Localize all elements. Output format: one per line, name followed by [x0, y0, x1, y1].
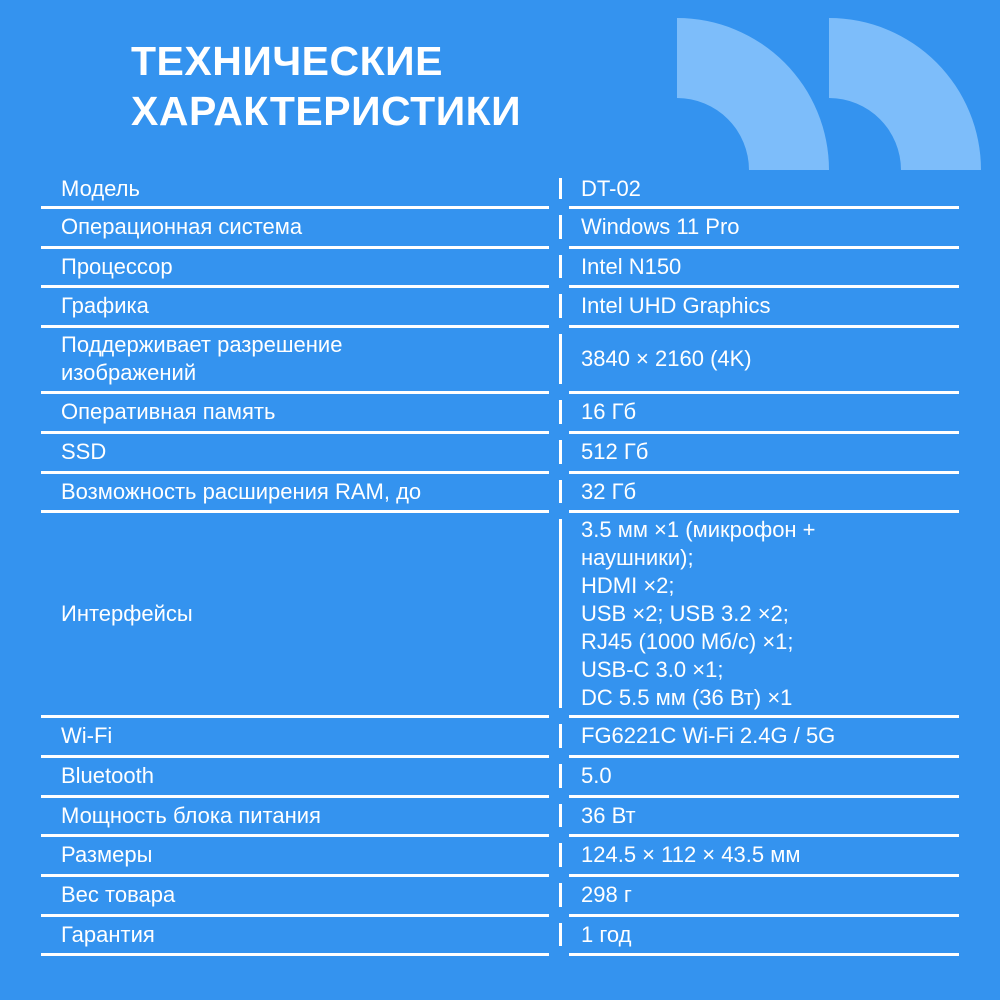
spec-label: Оперативная память: [61, 399, 276, 424]
spec-row: [41, 326, 959, 392]
spec-row: [41, 716, 959, 756]
spec-value: FG6221C Wi-Fi 2.4G / 5G: [581, 723, 836, 748]
spec-label: SSD: [61, 439, 107, 464]
spec-row: [41, 247, 959, 286]
column-divider: [559, 440, 562, 464]
spec-value: 124.5 × 112 × 43.5 мм: [581, 842, 801, 867]
spec-label: Мощность блока питания: [61, 802, 321, 828]
column-divider: [559, 764, 562, 788]
spec-value: 3840 × 2160 (4K): [581, 346, 752, 371]
spec-row: [41, 286, 959, 326]
spec-value: 3.5 мм ×1 (микрофон + наушники); HDMI ×2; USB ×2; USB 3.2 ×2; RJ45 (1000 Мб/с) ×1; USB-C 3.0 ×1; DC 5.5 мм (36 Вт) ×1: [581, 516, 816, 710]
spec-label: Гарантия: [61, 921, 155, 947]
spec-label: Размеры: [61, 842, 153, 867]
spec-value: 36 Вт: [581, 802, 636, 828]
column-divider: [559, 724, 562, 748]
column-divider: [559, 215, 562, 239]
spec-value: Intel UHD Graphics: [581, 293, 771, 318]
spec-value: 1 год: [581, 921, 632, 947]
spec-value: 16 Гб: [581, 399, 637, 424]
column-divider: [559, 804, 562, 827]
spec-table: [41, 170, 959, 960]
spec-value: 5.0: [581, 763, 612, 788]
page-title-line-2: ХАРАКТЕРИСТИКИ: [131, 88, 522, 134]
spec-label: Wi-Fi: [61, 723, 113, 748]
spec-label: Bluetooth: [61, 763, 154, 788]
spec-row: [41, 875, 959, 915]
column-divider: [559, 255, 562, 278]
spec-row: [41, 835, 959, 875]
page-title: [131, 36, 521, 136]
column-divider: [559, 519, 562, 708]
spec-row: [41, 915, 959, 954]
spec-row: [41, 207, 959, 247]
spec-value: DT-02: [581, 175, 641, 201]
spec-value: 298 г: [581, 882, 632, 907]
spec-value: 512 Гб: [581, 439, 649, 464]
column-divider: [559, 843, 562, 867]
column-divider: [559, 400, 562, 424]
spec-value: Intel N150: [581, 253, 682, 279]
row-divider: [41, 953, 549, 956]
spec-label: Операционная система: [61, 214, 303, 239]
spec-label: Поддерживает разрешение изображений: [61, 332, 343, 385]
column-divider: [559, 294, 562, 318]
spec-label: Интерфейсы: [61, 600, 193, 626]
column-divider: [559, 334, 562, 384]
spec-row: [41, 756, 959, 796]
spec-label: Возможность расширения RAM, до: [61, 478, 422, 504]
spec-row: [41, 392, 959, 432]
row-divider: [569, 953, 959, 956]
page-title-line-1: ТЕХНИЧЕСКИЕ: [131, 38, 443, 84]
spec-row: [41, 170, 959, 207]
spec-row: [41, 432, 959, 472]
spec-value: Windows 11 Pro: [581, 214, 740, 239]
spec-row: [41, 511, 959, 716]
column-divider: [559, 923, 562, 946]
spec-value: 32 Гб: [581, 478, 637, 504]
spec-label: Процессор: [61, 253, 173, 279]
spec-label: Графика: [61, 293, 149, 318]
spec-label: Модель: [61, 175, 140, 201]
spec-row: [41, 796, 959, 835]
spec-row: [41, 472, 959, 511]
column-divider: [559, 178, 562, 199]
column-divider: [559, 883, 562, 907]
column-divider: [559, 480, 562, 503]
spec-label: Вес товара: [61, 882, 176, 907]
